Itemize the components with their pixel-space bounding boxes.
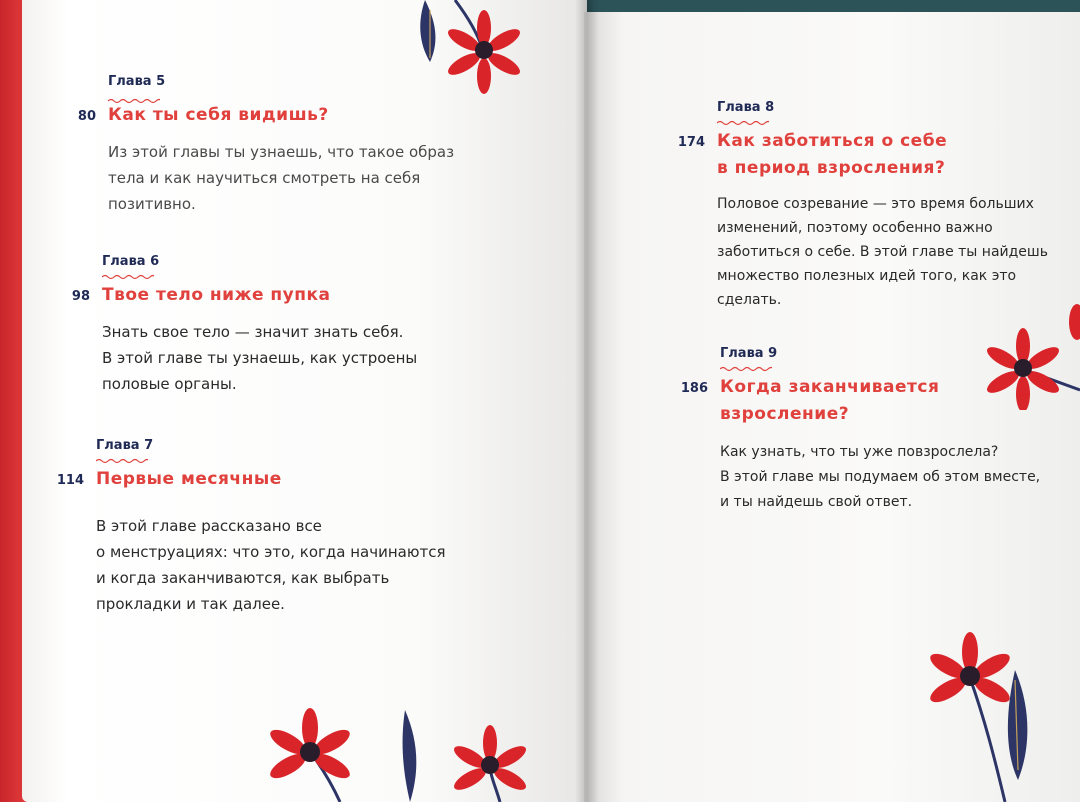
chapter-description (96, 513, 484, 617)
desc-line: прокладки и так далее. (96, 595, 285, 613)
wave-underline (108, 98, 160, 104)
chapter-label: Глава 7 (96, 438, 154, 453)
title-line: в период взросления? (717, 158, 946, 178)
desc-line: половые органы. (102, 375, 237, 393)
desc-line: Из этой главы ты узнаешь, что такое образ (108, 143, 455, 161)
desc-line: тела и как научиться смотреть на себя (108, 169, 421, 187)
desc-line: и когда заканчиваются, как выбрать (96, 569, 390, 587)
chapter-description (102, 319, 490, 397)
title-line: взросление? (720, 404, 850, 424)
desc-line: В этой главе рассказано все (96, 517, 322, 535)
chapter-description (108, 139, 496, 217)
chapter-label: Глава 5 (108, 74, 166, 89)
flower-bottom-left-illustration (250, 690, 550, 802)
desc-line: изменений, поэтому особенно важно (717, 220, 993, 236)
desc-line: Половое созревание — это время больших (717, 196, 1034, 212)
desc-line: сделать. (717, 292, 782, 308)
desc-line: В этой главе ты узнаешь, как устроены (102, 349, 418, 367)
desc-line: В этой главе мы подумаем об этом вместе, (720, 469, 1041, 485)
flower-bottom-right-illustration (920, 620, 1040, 802)
desc-line: Как узнать, что ты уже повзрослела? (720, 444, 999, 460)
toc-entry-chapter-8 (665, 96, 1055, 312)
toc-entry-chapter-9 (668, 342, 1058, 515)
chapter-title (717, 128, 947, 182)
desc-line: заботиться о себе. В этой главе ты найдешь (717, 244, 1048, 260)
wave-underline (96, 458, 148, 464)
toc-entry-chapter-7 (44, 434, 484, 617)
desc-line: позитивно. (108, 195, 196, 213)
page-number: 174 (677, 135, 705, 150)
chapter-description (720, 440, 1058, 515)
wave-underline (102, 274, 154, 280)
toc-entry-chapter-6 (50, 250, 490, 397)
page-number: 98 (71, 289, 90, 304)
chapter-title (720, 374, 939, 428)
toc-entry-chapter-5 (56, 70, 496, 217)
chapter-title: Первые месячные (96, 469, 282, 489)
chapter-label: Глава 8 (717, 100, 775, 115)
page-number: 186 (680, 381, 708, 396)
chapter-description (717, 192, 1055, 312)
desc-line: множество полезных идей того, как это (717, 268, 1017, 284)
wave-underline (720, 366, 772, 372)
title-line: Когда заканчивается (720, 377, 940, 397)
title-line: Как заботиться о себе (717, 131, 948, 151)
chapter-label: Глава 6 (102, 254, 160, 269)
wave-underline (717, 120, 769, 126)
desc-line: Знать свое тело — значит знать себя. (102, 323, 404, 341)
book-gutter (575, 0, 599, 802)
chapter-title: Как ты себя видишь? (108, 105, 329, 125)
chapter-label: Глава 9 (720, 346, 778, 361)
page-number: 114 (56, 473, 84, 488)
desc-line: и ты найдешь свой ответ. (720, 494, 913, 510)
chapter-title: Твое тело ниже пупка (102, 285, 331, 305)
desc-line: о менструациях: что это, когда начинаются (96, 543, 446, 561)
page-number: 80 (77, 109, 96, 124)
